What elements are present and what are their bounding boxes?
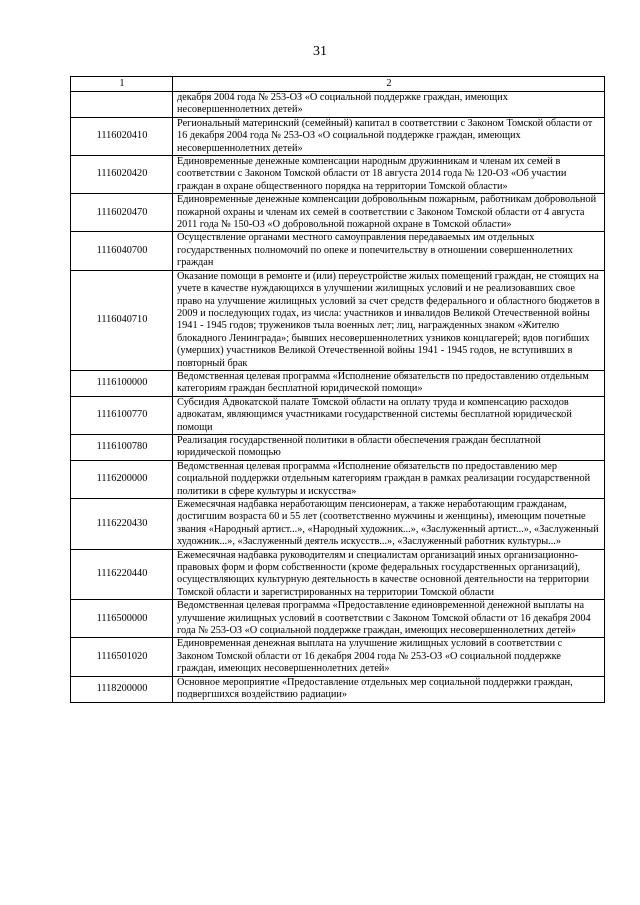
row-description: Ежемесячная надбавка руководителям и специалистам организаций иных организационно-правовых форм и форм собственности (кроме федеральных государственных организаций), осуществляющих культурную деятельность в качестве основной деятельности на территории Томской области и зарегистрированных на территории Томской области [173, 549, 605, 600]
row-code: 1116040700 [71, 232, 173, 270]
row-code: 1118200000 [71, 676, 173, 702]
header-col-2: 2 [173, 77, 605, 92]
row-code: 1116220440 [71, 549, 173, 600]
row-description: Единовременные денежные компенсации добровольным пожарным, работникам добровольной пожарной охраны и членам их семей в соответствии с Законом Томской области от 4 августа 2011 года № 150-ОЗ «О добровольной пожарной охране в Томской области» [173, 194, 605, 232]
row-description: Региональный материнский (семейный) капитал в соответствии с Законом Томской области от 16 декабря 2004 года № 253-ОЗ «О социальной поддержке граждан, имеющих несовершеннолетних детей» [173, 117, 605, 155]
table-row [71, 434, 605, 460]
row-description: Оказание помощи в ремонте и (или) переустройстве жилых помещений граждан, не стоящих на учете в качестве нуждающихся в улучшении жилищных условий и не реализовавших свое право на улучшение жилищных условий за счет средств федерального и областного бюджетов в 2009 и последующих годах, из числа: участников и инвалидов Великой Отечественной войны 1941 - 1945 годов; тружеников тыла военных лет; лиц, награжденных знаком «Жителю блокадного Ленинграда»; бывших несовершеннолетних узников концлагерей; вдов погибших (умерших) участников Великой Отечественной войны 1941 - 1945 годов, не вступивших в повторный брак [173, 270, 605, 370]
row-code: 1116100780 [71, 434, 173, 460]
table-row [71, 117, 605, 155]
row-code: 1116100770 [71, 396, 173, 434]
row-code: 1116200000 [71, 460, 173, 498]
header-col-1: 1 [71, 77, 173, 92]
table-row [71, 92, 605, 118]
row-code: 1116500000 [71, 600, 173, 638]
row-description: Осуществление органами местного самоуправления передаваемых им отдельных государственных полномочий по опеке и попечительству в отношении совершеннолетних граждан [173, 232, 605, 270]
table-row [71, 676, 605, 702]
table-row [71, 156, 605, 194]
table-row [71, 460, 605, 498]
row-code: 1116220430 [71, 499, 173, 550]
table-row [71, 270, 605, 370]
table-row [71, 232, 605, 270]
row-description: Основное мероприятие «Предоставление отдельных мер социальной поддержки граждан, подвергшихся воздействию радиации» [173, 676, 605, 702]
row-code: 1116100000 [71, 370, 173, 396]
table-header-row [71, 77, 605, 92]
row-code: 1116040710 [71, 270, 173, 370]
row-code: 1116020410 [71, 117, 173, 155]
table-row [71, 194, 605, 232]
row-code: 1116020470 [71, 194, 173, 232]
row-description: Ведомственная целевая программа «Исполнение обязательств по предоставлению отдельным категориям граждан бесплатной юридической помощи» [173, 370, 605, 396]
row-description: Субсидия Адвокатской палате Томской области на оплату труда и компенсацию расходов адвокатам, являющимся участниками государственной системы бесплатной юридической помощи [173, 396, 605, 434]
table-row [71, 638, 605, 676]
row-description: Реализация государственной политики в области обеспечения граждан бесплатной юридической помощью [173, 434, 605, 460]
row-code: 1116020420 [71, 156, 173, 194]
table-row [71, 396, 605, 434]
row-description: Ведомственная целевая программа «Исполнение обязательств по предоставлению мер социальной поддержки отдельным категориям граждан в рамках реализации государственной политики в сфере культуры и искусства» [173, 460, 605, 498]
table-row [71, 499, 605, 550]
row-description: Ведомственная целевая программа «Предоставление единовременной денежной выплаты на улучшение жилищных условий в соответствии с Законом Томской области от 16 декабря 2004 года № 253-ОЗ «О социальной поддержке граждан, имеющих несовершеннолетних детей» [173, 600, 605, 638]
row-description: Единовременная денежная выплата на улучшение жилищных условий в соответствии с Законом Томской области от 16 декабря 2004 года № 253-ОЗ «О социальной поддержке граждан, имеющих несовершеннолетних детей» [173, 638, 605, 676]
row-description: Ежемесячная надбавка неработающим пенсионерам, а также неработающим гражданам, достигшим возраста 60 и 55 лет (соответственно мужчины и женщины), имеющим почетные звания «Народный артист...», «Народный художник...», «Заслуженный артист...», «Заслуженный художник...», «Заслуженный деятель искусств...», «Заслуженный работник культуры...» [173, 499, 605, 550]
row-description: декабря 2004 года № 253-ОЗ «О социальной поддержке граждан, имеющих несовершеннолетних детей» [173, 92, 605, 118]
row-code [71, 92, 173, 118]
table-row [71, 600, 605, 638]
row-description: Единовременные денежные компенсации народным дружинникам и членам их семей в соответствии с Законом Томской области от 18 августа 2014 года № 120-ОЗ «Об участии граждан в охране общественного порядка на территории Томской области» [173, 156, 605, 194]
budget-classification-table [70, 76, 605, 703]
page-number: 31 [313, 44, 327, 59]
table-row [71, 549, 605, 600]
row-code: 1116501020 [71, 638, 173, 676]
table-row [71, 370, 605, 396]
